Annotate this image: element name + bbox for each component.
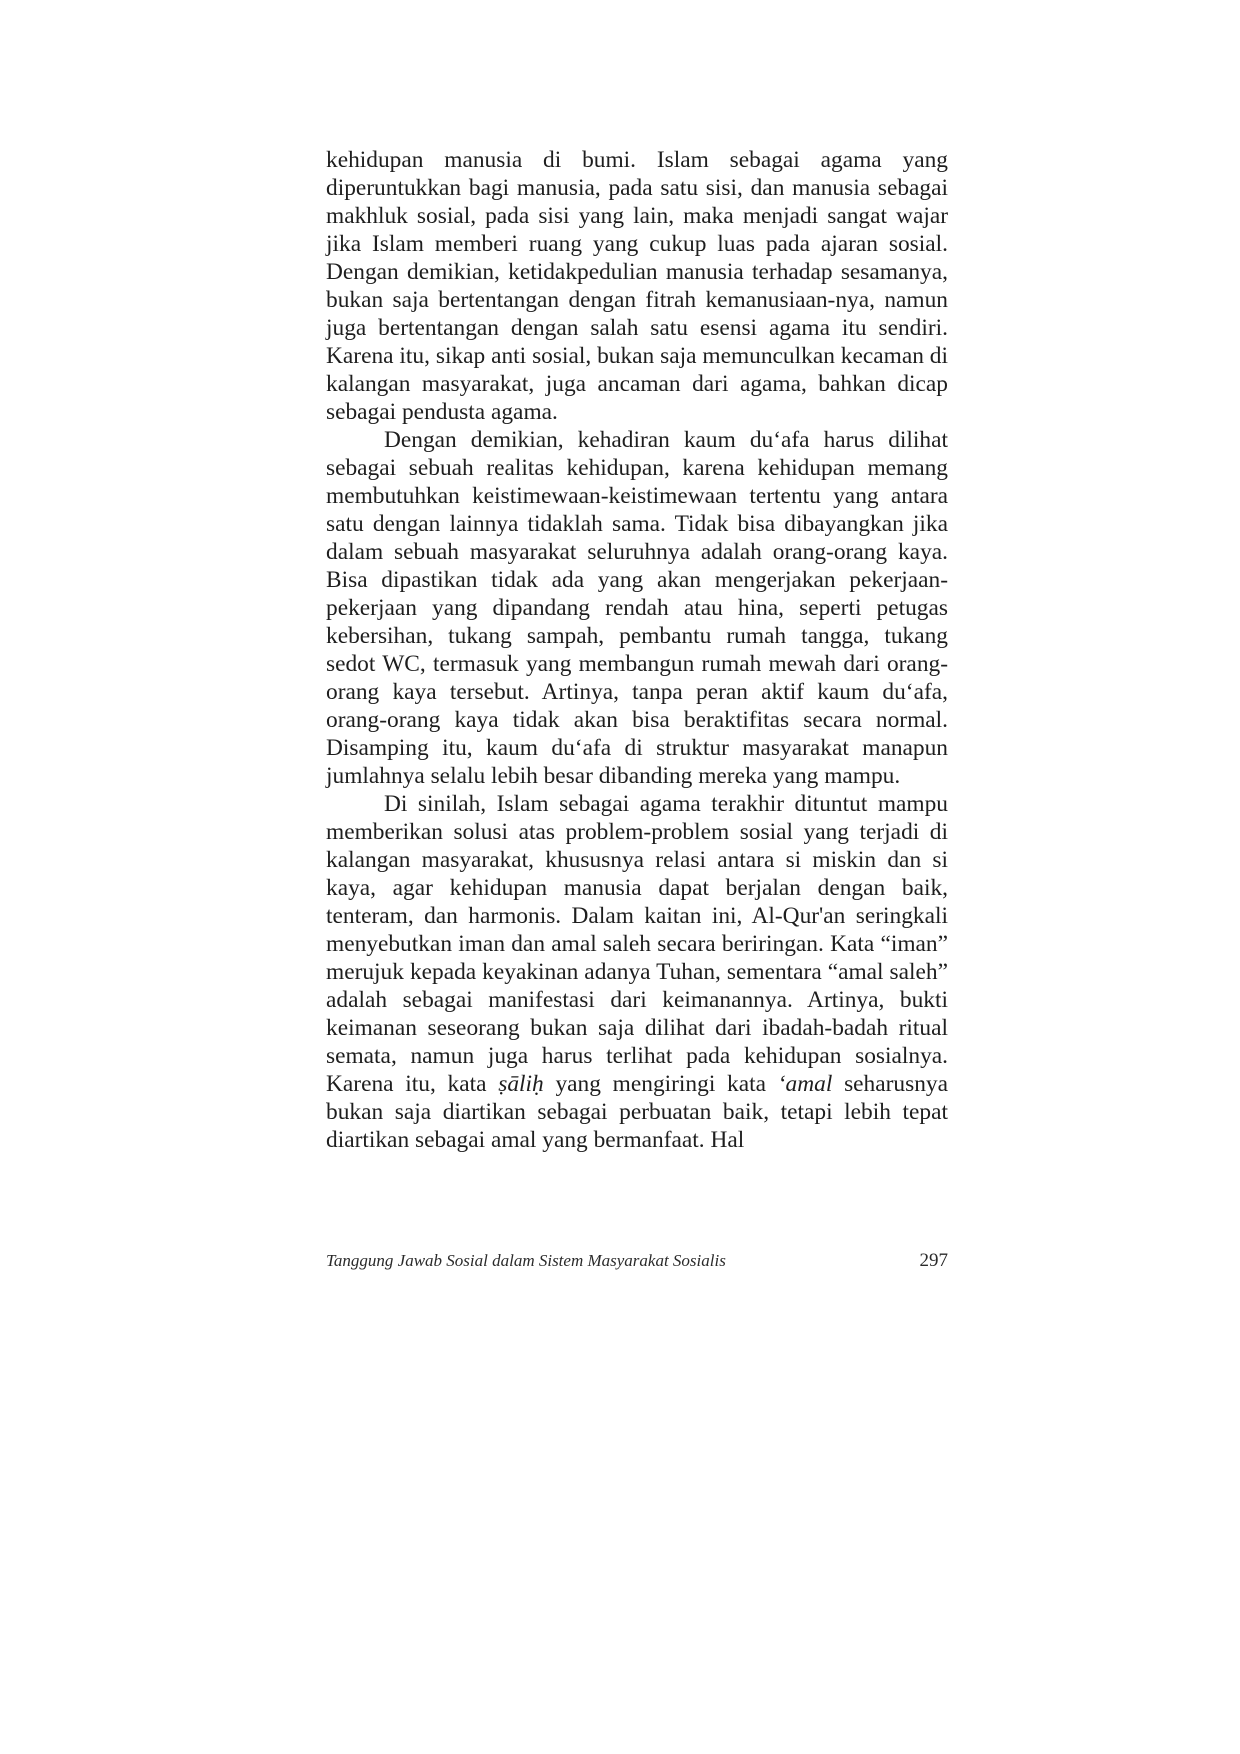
running-title: Tanggung Jawab Sosial dalam Sistem Masyarakat Sosialis: [326, 1251, 726, 1270]
paragraph-1-text: kehidupan manusia di bumi. Islam sebagai agama yang diperuntukkan bagi manusia, pada satu sisi, dan manusia sebagai makhluk sosial, pada sisi yang lain, maka menjadi sangat wajar jika Islam memberi ruang yang cukup luas pada ajaran sosial. Dengan demikian, ketidakpedulian manusia terhadap sesamanya, bukan saja bertentangan dengan fitrah kemanusiaan-nya, namun juga bertentangan dengan salah satu esensi agama itu sendiri. Karena itu, sikap anti sosial, bukan saja memunculkan kecaman di kalangan masyarakat, juga ancaman dari agama, bahkan dicap sebagai pendusta agama.: [326, 147, 948, 425]
term-salih: ṣāliḥ: [498, 1071, 544, 1097]
paragraph-2-text: Dengan demikian, kehadiran kaum du‘afa harus dilihat sebagai sebuah realitas kehidupan, karena kehidupan memang membutuhkan keistimewaan-keistimewaan tertentu yang antara satu dengan lainnya tidaklah sama. Tidak bisa dibayangkan jika dalam sebuah masyarakat seluruhnya adalah orang-orang kaya. Bisa dipastikan tidak ada yang akan mengerjakan pekerjaan-pekerjaan yang dipandang rendah atau hina, seperti petugas kebersihan, tukang sampah, pembantu rumah tangga, tukang sedot WC, termasuk yang membangun rumah mewah dari orang-orang kaya tersebut. Artinya, tanpa peran aktif kaum du‘afa, orang-orang kaya tidak akan bisa beraktifitas secara normal. Disamping itu, kaum du‘afa di struktur masyarakat manapun jumlahnya selalu lebih besar dibanding mereka yang mampu.: [326, 427, 948, 789]
body-text: [326, 146, 948, 1154]
paragraph-3-text-c: seharusnya bukan saja diartikan sebagai perbuatan baik, tetapi lebih tepat diartikan sebagai amal yang bermanfaat. Hal: [326, 1071, 948, 1153]
page-number: 297: [919, 1250, 948, 1271]
page-footer: [326, 1248, 948, 1274]
paragraph-1: [326, 146, 948, 426]
paragraph-3: [326, 790, 948, 1154]
paragraph-3-text-a: Di sinilah, Islam sebagai agama terakhir dituntut mampu memberikan solusi atas problem-problem sosial yang terjadi di kalangan masyarakat, khususnya relasi antara si miskin dan si kaya, agar kehidupan manusia dapat berjalan dengan baik, tenteram, dan harmonis. Dalam kaitan ini, Al-Qur'an seringkali menyebutkan iman dan amal saleh secara beriringan. Kata “iman” merujuk kepada keyakinan adanya Tuhan, sementara “amal saleh” adalah sebagai manifestasi dari keimanannya. Artinya, bukti keimanan seseorang bukan saja dilihat dari ibadah-badah ritual semata, namun juga harus terlihat pada kehidupan sosialnya. Karena itu, kata: [326, 791, 948, 1097]
paragraph-2: [326, 426, 948, 790]
term-amal: ‘amal: [777, 1071, 833, 1097]
paragraph-3-text-b: yang mengiringi kata: [543, 1071, 778, 1097]
